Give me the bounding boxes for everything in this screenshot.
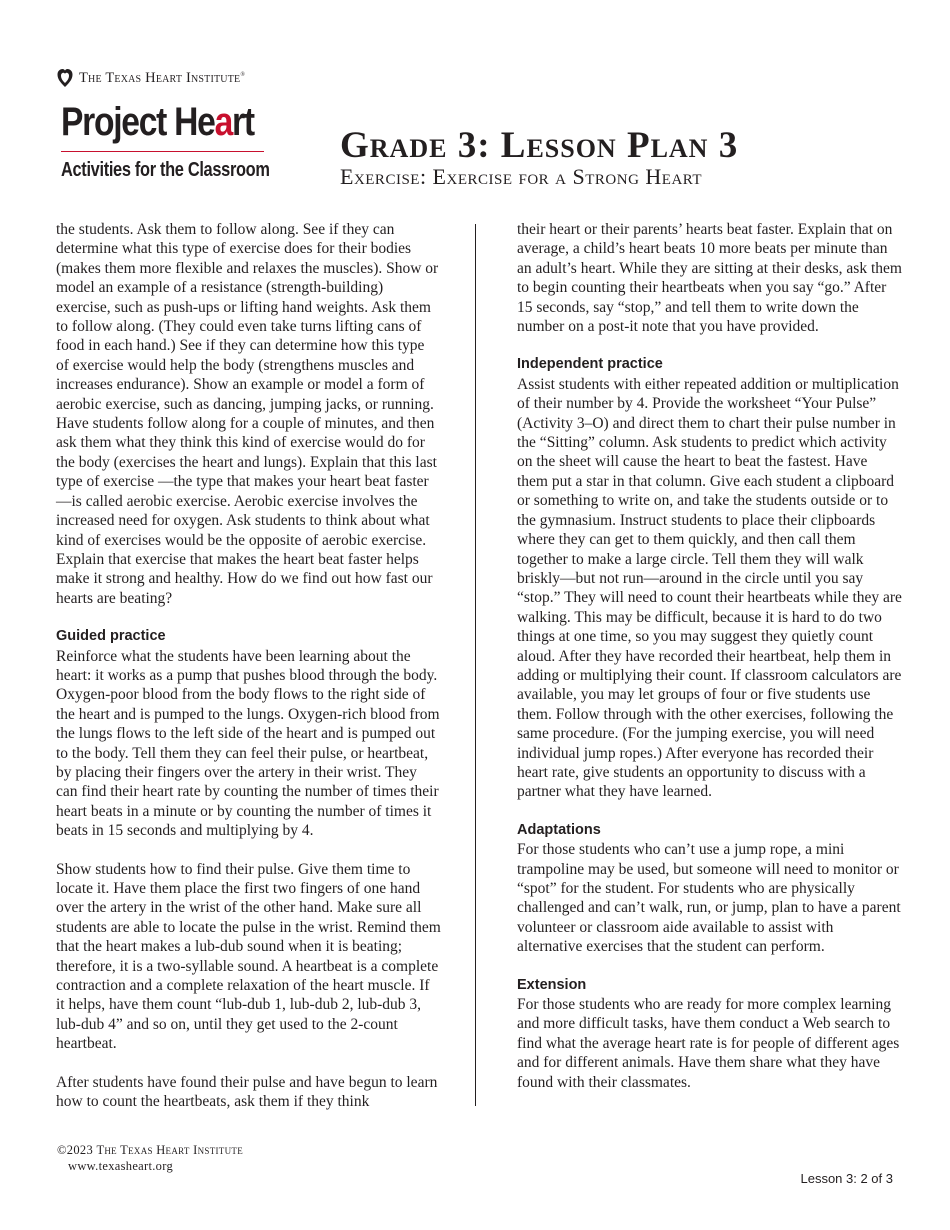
institute-name: The Texas Heart Institute®: [79, 69, 246, 86]
adaptations-paragraph: For those students who can’t use a jump rope, a mini trampoline may be used, but someone will need to monitor or “spot” for the student. For students who are physically challenged and can’t walk, run, or jump, plan to have a parent volunteer or classroom aide available to assist with alternative exercises that the student can perform.: [517, 841, 901, 956]
program-title-accent: a: [214, 100, 233, 144]
guided-paragraph-3: After students have found their pulse and have begun to learn how to count the heartbeats, ask them if they think: [56, 1073, 438, 1111]
independent-paragraph: Assist students with either repeated addition or multiplication of their number by 4. Provide the worksheet “Your Pulse” (Activity 3–O) and direct them to chart their pulse number in the “Sitting” column. Ask students to predict which activity on the sheet will cause the heart to beat the fastest. Have them put a star in that column. Give each student a clipboard or something to write on, and take the students outside or to the gymnasium. Instruct students to place their clipboards where they can get to them quickly, and then call them together to make a large circle. Tell them they will walk briskly—but not run—around in the circle until you say “stop.” They will need to count their heartbeats while they are walking. This may be difficult, because it is hard to do two things at one time, so you may suggest they quietly count aloud. After they have recorded their heartbeat, help them in adding or multiplying their count. If classroom calculators are available, you may let groups of four or five students use them. Follow through with the other exercises, following the same procedure. (For the jumping exercise, you will need individual jump ropes.) After everyone has recorded their heart rate, give students an opportunity to discuss with a partner what they have learned.: [517, 375, 902, 801]
column-divider: [475, 224, 476, 1106]
left-column: [56, 220, 441, 1130]
guided-paragraph-1: Reinforce what the students have been learning about the heart: it works as a pump that pushes blood through the body. Oxygen-poor blood from the body flows to the right side of the heart and is pumped to the lungs. Oxygen-rich blood from the lungs flows to the left side of the heart and is pumped out to the body. Tell them they can feel their pulse, or heartbeat, by placing their fingers over the artery in their wrist. They can find their heart rate by counting the number of times their heart beats in a minute or by counting the number of times it beats in 15 seconds and multiplying by 4.: [56, 647, 440, 840]
title-rule: [61, 151, 264, 152]
program-subtitle: Activities for the Classroom: [61, 159, 270, 181]
heart-seal-icon: [57, 68, 73, 88]
copyright-footer: [57, 1142, 243, 1174]
right-column: [517, 220, 902, 1111]
independent-practice-heading: Independent practice: [517, 356, 663, 373]
copyright-year: ©2023: [57, 1143, 93, 1157]
website-link[interactable]: www.texasheart.org: [68, 1159, 174, 1173]
page-number: Lesson 3: 2 of 3: [800, 1171, 893, 1186]
extension-paragraph: For those students who are ready for more complex learning and more difficult tasks, have them conduct a Web search to find what the average heart rate is for people of different ages and for different animals. Have them share what they have found with their classmates.: [517, 996, 900, 1091]
lesson-subtitle: Exercise: Exercise for a Strong Heart: [340, 164, 703, 189]
lesson-title: Grade 3: Lesson Plan 3: [340, 125, 739, 166]
adaptations-heading: Adaptations: [517, 821, 601, 838]
guided-practice-heading: Guided practice: [56, 628, 166, 645]
guided-paragraph-2: Show students how to find their pulse. Give them time to locate it. Have them place the first two fingers of one hand over the artery in the wrist of the other hand. Make sure all students are able to locate the pulse in the wrist. Remind them that the heart makes a lub-dub sound when it is beating; therefore, it is a two-syllable sound. A heartbeat is a complete contraction and a complete relaxation of the heart muscle. If it helps, have them count “lub-dub 1, lub-dub 2, lub-dub 3, lub-dub 4” and so on, until they get used to the 2-count heartbeat.: [56, 860, 441, 1053]
extension-heading: Extension: [517, 976, 587, 993]
program-title: Project Heart: [61, 100, 254, 144]
institute-brand: [57, 68, 245, 88]
continued-paragraph: their heart or their parents’ hearts beat faster. Explain that on average, a child’s heart beats 10 more beats per minute than an adult’s heart. While they are sitting at their desks, ask them to begin counting their heartbeats when you say “go.” After 15 seconds, say “stop,” and tell them to write down the number on a post-it note that you have provided.: [517, 221, 902, 336]
intro-paragraph: the students. Ask them to follow along. See if they can determine what this type of exercise does for their bodies (makes them more flexible and relaxes the muscles). Show or model an example of a resistance (strength-building) exercise, such as push-ups or lifting hand weights. Ask them to follow along. (They could even take turns lifting cans of food in each hand.) See if they can determine how this type of exercise would help the body (strengthens muscles and increases endurance). Show an example or model a form of aerobic exercise, such as dancing, jumping jacks, or running. Have students follow along for a couple of minutes, and then ask them what they think this kind of exercise would do for the body (exercises the heart and lungs). Explain that this last type of exercise —the type that makes your heart beat faster—is called aerobic exercise. Aerobic exercise involves the increased need for oxygen. Ask students to think about what kind of exercises would be the opposite of aerobic exercise. Explain that exercise that makes the heart beat faster helps make it strong and healthy. How do we find out how fast our hearts are beating?: [56, 221, 439, 607]
copyright-org: The Texas Heart Institute: [96, 1143, 243, 1157]
